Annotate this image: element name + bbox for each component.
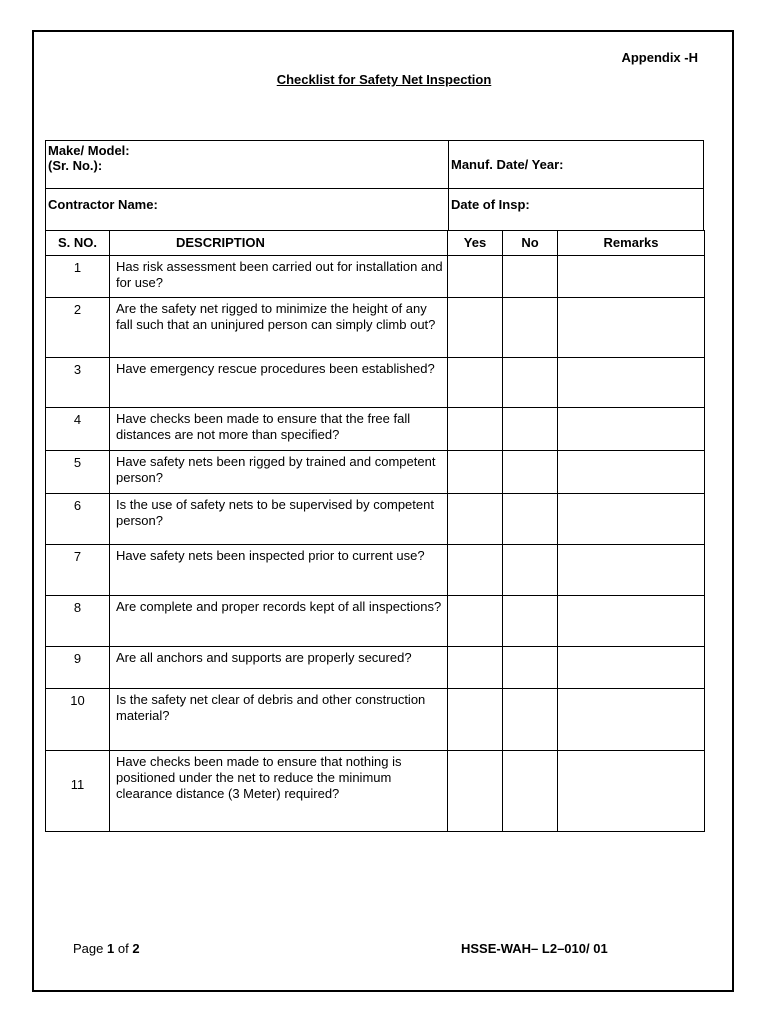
no-cell[interactable] — [503, 751, 558, 832]
info-table — [45, 140, 704, 231]
row-description: Have safety nets been inspected prior to current use? — [110, 545, 448, 596]
remarks-cell[interactable] — [558, 545, 705, 596]
row-description: Are the safety net rigged to minimize the height of any fall such that an uninjured person can simply climb out? — [110, 298, 448, 358]
remarks-cell[interactable] — [558, 451, 705, 494]
table-row — [46, 256, 705, 298]
row-sno: 5 — [46, 451, 110, 494]
row-description: Have checks been made to ensure that nothing is positioned under the net to reduce the minimum clearance distance (3 Meter) required? — [110, 751, 448, 832]
no-cell[interactable] — [503, 545, 558, 596]
no-cell[interactable] — [503, 647, 558, 689]
date-of-insp-cell[interactable]: Date of Insp: — [449, 189, 704, 231]
yes-cell[interactable] — [448, 408, 503, 451]
row-sno: 8 — [46, 596, 110, 647]
yes-cell[interactable] — [448, 358, 503, 408]
row-sno: 3 — [46, 358, 110, 408]
row-sno: 1 — [46, 256, 110, 298]
remarks-cell[interactable] — [558, 647, 705, 689]
remarks-cell[interactable] — [558, 494, 705, 545]
yes-cell[interactable] — [448, 545, 503, 596]
no-cell[interactable] — [503, 298, 558, 358]
col-sno: S. NO. — [46, 231, 110, 256]
table-row — [46, 647, 705, 689]
page-number: Page 1 of 2 — [73, 941, 140, 956]
row-description: Are all anchors and supports are properly secured? — [110, 647, 448, 689]
no-cell[interactable] — [503, 358, 558, 408]
yes-cell[interactable] — [448, 751, 503, 832]
remarks-cell[interactable] — [558, 256, 705, 298]
row-sno: 4 — [46, 408, 110, 451]
no-cell[interactable] — [503, 494, 558, 545]
row-description: Has risk assessment been carried out for installation and for use? — [110, 256, 448, 298]
remarks-cell[interactable] — [558, 689, 705, 751]
no-cell[interactable] — [503, 451, 558, 494]
col-yes: Yes — [448, 231, 503, 256]
row-description: Are complete and proper records kept of all inspections? — [110, 596, 448, 647]
table-row — [46, 751, 705, 832]
table-row — [46, 358, 705, 408]
row-description: Is the use of safety nets to be supervised by competent person? — [110, 494, 448, 545]
make-model-cell[interactable]: Make/ Model: (Sr. No.): — [46, 141, 449, 189]
col-remarks: Remarks — [558, 231, 705, 256]
yes-cell[interactable] — [448, 647, 503, 689]
row-sno: 9 — [46, 647, 110, 689]
table-row — [46, 689, 705, 751]
col-no: No — [503, 231, 558, 256]
remarks-cell[interactable] — [558, 408, 705, 451]
row-description: Is the safety net clear of debris and other construction material? — [110, 689, 448, 751]
yes-cell[interactable] — [448, 298, 503, 358]
document-code: HSSE-WAH– L2–010/ 01 — [461, 941, 608, 956]
col-description: DESCRIPTION — [110, 231, 448, 256]
remarks-cell[interactable] — [558, 358, 705, 408]
no-cell[interactable] — [503, 256, 558, 298]
contractor-name-cell[interactable]: Contractor Name: — [46, 189, 449, 231]
row-description: Have checks been made to ensure that the free fall distances are not more than specified? — [110, 408, 448, 451]
row-sno: 11 — [46, 751, 110, 832]
table-row — [46, 408, 705, 451]
remarks-cell[interactable] — [558, 298, 705, 358]
table-row — [46, 451, 705, 494]
yes-cell[interactable] — [448, 596, 503, 647]
no-cell[interactable] — [503, 689, 558, 751]
remarks-cell[interactable] — [558, 751, 705, 832]
table-row — [46, 494, 705, 545]
table-row — [46, 298, 705, 358]
table-row — [46, 596, 705, 647]
yes-cell[interactable] — [448, 451, 503, 494]
appendix-label: Appendix -H — [621, 50, 698, 65]
remarks-cell[interactable] — [558, 596, 705, 647]
row-sno: 2 — [46, 298, 110, 358]
no-cell[interactable] — [503, 408, 558, 451]
yes-cell[interactable] — [448, 256, 503, 298]
no-cell[interactable] — [503, 596, 558, 647]
table-header-row — [46, 231, 705, 256]
row-sno: 10 — [46, 689, 110, 751]
row-sno: 6 — [46, 494, 110, 545]
row-sno: 7 — [46, 545, 110, 596]
checklist-table — [45, 230, 705, 832]
row-description: Have safety nets been rigged by trained and competent person? — [110, 451, 448, 494]
yes-cell[interactable] — [448, 494, 503, 545]
manuf-date-cell[interactable]: Manuf. Date/ Year: — [449, 141, 704, 189]
table-row — [46, 545, 705, 596]
row-description: Have emergency rescue procedures been established? — [110, 358, 448, 408]
document-title: Checklist for Safety Net Inspection — [276, 72, 492, 87]
yes-cell[interactable] — [448, 689, 503, 751]
